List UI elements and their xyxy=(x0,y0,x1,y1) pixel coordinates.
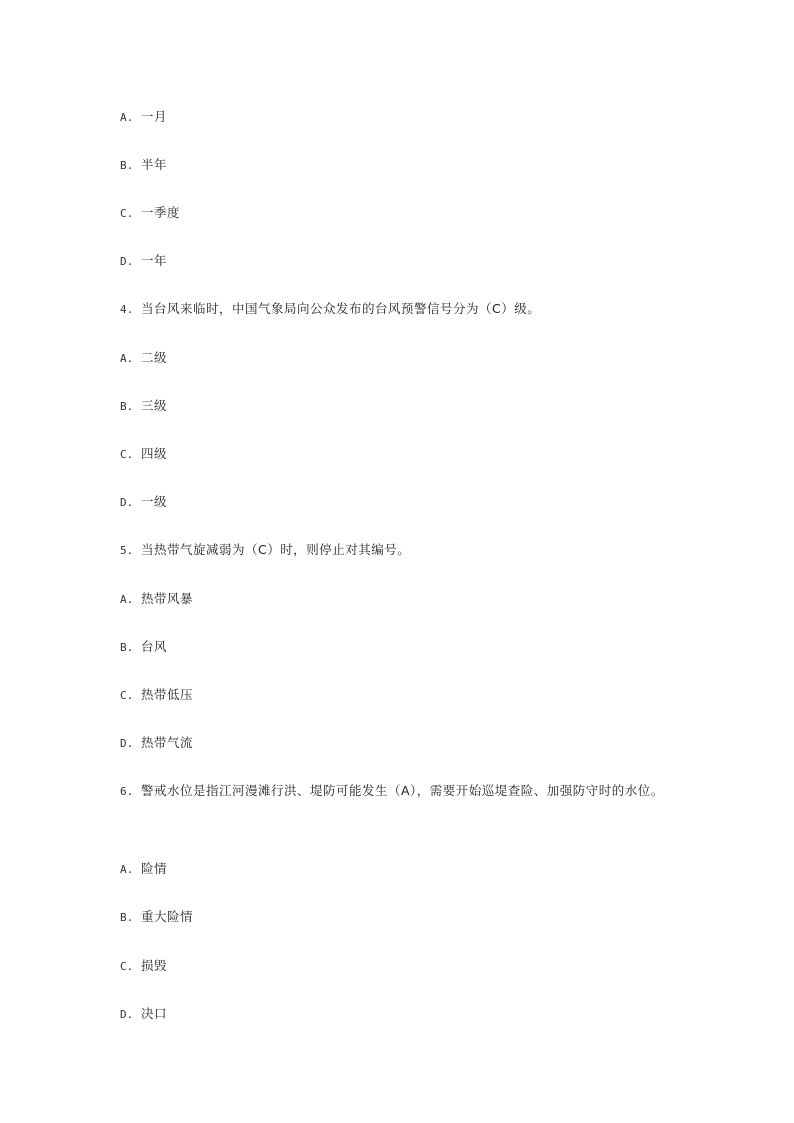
option-label: B. xyxy=(120,911,134,924)
question-number: 5. xyxy=(120,544,134,557)
option-a-q6 xyxy=(120,857,690,882)
option-a-q4 xyxy=(120,346,690,371)
option-label: C. xyxy=(120,689,134,702)
option-text: 台风 xyxy=(141,639,168,654)
question-5 xyxy=(120,538,690,563)
option-a-q3 xyxy=(120,105,690,130)
option-label: B. xyxy=(120,159,134,172)
option-text: 一季度 xyxy=(141,205,181,220)
option-c-q5 xyxy=(120,683,690,708)
option-text: 四级 xyxy=(141,446,168,461)
question-text: 当台风来临时，中国气象局向公众发布的台风预警信号分为（C）级。 xyxy=(141,301,541,316)
option-label: D. xyxy=(120,1008,134,1021)
option-label: B. xyxy=(120,641,134,654)
option-text: 重大险情 xyxy=(141,909,194,924)
option-b-q4 xyxy=(120,394,690,419)
option-label: C. xyxy=(120,448,134,461)
option-d-q4 xyxy=(120,490,690,515)
option-label: A. xyxy=(120,352,134,365)
option-label: C. xyxy=(120,960,134,973)
option-d-q5 xyxy=(120,731,690,756)
option-text: 一级 xyxy=(141,494,168,509)
question-4 xyxy=(120,297,690,322)
question-number: 4. xyxy=(120,303,134,316)
option-a-q5 xyxy=(120,587,690,612)
option-label: C. xyxy=(120,207,134,220)
option-c-q6 xyxy=(120,954,690,979)
option-d-q3 xyxy=(120,249,690,274)
question-number: 6. xyxy=(120,785,134,798)
option-d-q6 xyxy=(120,1002,690,1027)
option-c-q3 xyxy=(120,201,690,226)
option-text: 一月 xyxy=(141,109,168,124)
option-label: D. xyxy=(120,255,134,268)
option-text: 半年 xyxy=(141,157,168,172)
option-b-q3 xyxy=(120,153,690,178)
option-c-q4 xyxy=(120,442,690,467)
question-6 xyxy=(120,779,685,804)
option-label: A. xyxy=(120,111,134,124)
option-text: 热带低压 xyxy=(141,687,194,702)
option-text: 热带气流 xyxy=(141,735,194,750)
option-text: 险情 xyxy=(141,861,168,876)
option-b-q6 xyxy=(120,905,690,930)
question-text: 警戒水位是指江河漫滩行洪、堤防可能发生（A），需要开始巡堤查险、加强防守时的水位。 xyxy=(141,783,664,798)
option-label: D. xyxy=(120,496,134,509)
option-text: 决口 xyxy=(141,1006,168,1021)
option-text: 损毁 xyxy=(141,958,168,973)
option-label: A. xyxy=(120,863,134,876)
option-label: A. xyxy=(120,593,134,606)
option-label: D. xyxy=(120,737,134,750)
option-text: 三级 xyxy=(141,398,168,413)
option-label: B. xyxy=(120,400,134,413)
option-text: 二级 xyxy=(141,350,168,365)
option-text: 一年 xyxy=(141,253,168,268)
option-text: 热带风暴 xyxy=(141,591,194,606)
option-b-q5 xyxy=(120,635,690,660)
question-text: 当热带气旋减弱为（C）时，则停止对其编号。 xyxy=(141,542,411,557)
